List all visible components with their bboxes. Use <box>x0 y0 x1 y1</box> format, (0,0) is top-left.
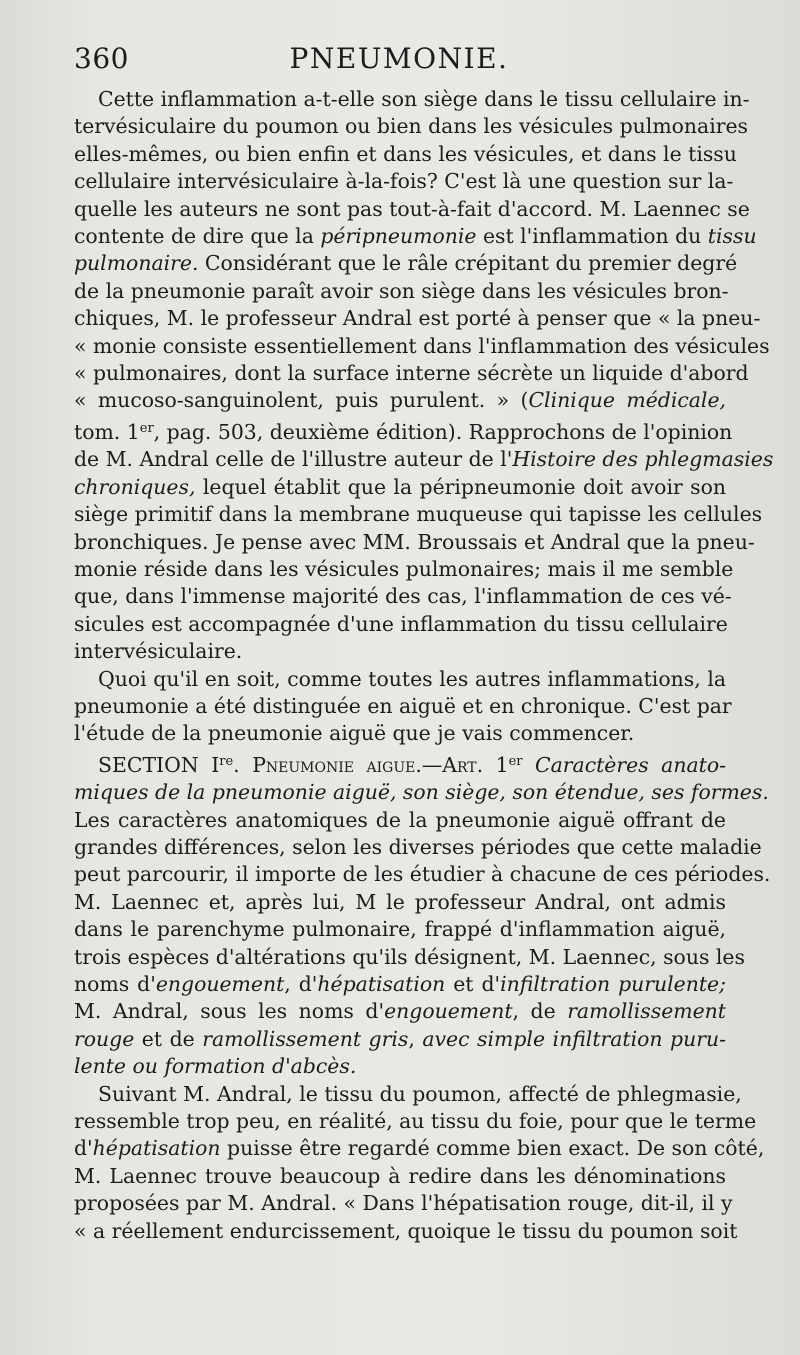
section-heading <box>74 748 726 779</box>
italic-run: hépatisation <box>317 972 446 996</box>
text-line: bronchiques. Je pense avec MM. Broussais et Andral que la pneu- <box>74 529 755 554</box>
text-line <box>74 1026 726 1053</box>
italic-run: Histoire des phlegmasies <box>512 447 774 472</box>
text-line: pneumonie a été distinguée en aiguë et en chronique. C'est par <box>74 693 732 718</box>
text-line: Les caractères anatomiques de la pneumonie aiguë offrant de <box>74 807 726 832</box>
text-line: cellulaire intervésiculaire à-la-fois? C'est là une question sur la- <box>74 169 734 194</box>
text-run: — <box>421 752 443 777</box>
text-run: puisse être regardé comme bien exact. De son côté, <box>220 1136 765 1161</box>
text-line <box>74 387 726 414</box>
italic-run: chroniques, <box>74 474 196 499</box>
running-title: PNEUMONIE. <box>289 42 509 75</box>
text-line: elles-mêmes, ou bien enfin et dans les vésicules, et dans le tissu <box>74 141 737 166</box>
text-line: « pulmonaires, dont la surface interne sécrète un liquide d'abord <box>74 361 749 386</box>
text-line <box>74 474 726 501</box>
italic-run: ramollissement <box>567 999 726 1024</box>
italic-run: pulmonaire. <box>74 251 199 276</box>
italic-run: engouement <box>384 999 513 1024</box>
text-line <box>74 998 726 1025</box>
text-run: d' <box>74 1136 93 1161</box>
text-line: Cette inflammation a-t-elle son siège dans le tissu cellulaire in- <box>98 87 750 111</box>
text-line: peut parcourir, il importe de les étudier à chacune de ces périodes. <box>74 862 771 887</box>
text-line: Quoi qu'il en soit, comme toutes les autres inflammations, la <box>98 666 726 691</box>
text-line <box>74 446 774 473</box>
text-line: miques de la pneumonie aiguë, son siège, son étendue, ses formes. <box>74 780 769 805</box>
text-line: Suivant M. Andral, le tissu du poumon, affecté de phlegmasie, <box>98 1081 742 1106</box>
superscript: er <box>508 753 523 769</box>
body-text <box>74 86 774 1245</box>
page-header <box>74 42 724 82</box>
text-run: . <box>233 752 253 777</box>
text-run: M. Andral, sous les noms d' <box>74 999 385 1024</box>
text-line: de la pneumonie paraît avoir son siège dans les vésicules bron- <box>74 278 729 303</box>
text-line <box>74 250 738 277</box>
text-line: l'étude de la pneumonie aiguë que je vais commencer. <box>74 721 635 746</box>
text-run: , <box>408 1026 423 1051</box>
text-line <box>74 415 733 446</box>
text-run: et d' <box>445 972 501 996</box>
text-run: de M. Andral celle de l'illustre auteur de l' <box>74 447 513 472</box>
superscript: re <box>219 753 234 769</box>
text-line <box>74 223 757 250</box>
italic-run: ramollissement gris <box>202 1026 409 1051</box>
italic-run: hépatisation <box>92 1136 221 1161</box>
italic-run: Caractères anato- <box>535 752 726 777</box>
section-title: Pneumonie aigue. <box>252 752 422 777</box>
text-line: sicules est accompagnée d'une inflammation du tissu cellulaire <box>74 611 728 636</box>
text-line: proposées par M. Andral. « Dans l'hépatisation rouge, dit-il, il y <box>74 1191 733 1216</box>
text-run: 1 <box>483 752 509 777</box>
text-line <box>74 971 726 998</box>
superscript: er <box>139 420 154 436</box>
text-run: Considérant que le râle crépitant du premier degré <box>204 251 738 276</box>
text-line: dans le parenchyme pulmonaire, frappé d'inflammation aiguë, <box>74 917 726 942</box>
text-line: « a réellement endurcissement, quoique le tissu du poumon soit <box>74 1218 738 1243</box>
text-line <box>74 1135 765 1162</box>
text-line: monie réside dans les vésicules pulmonaires; mais il me semble <box>74 556 734 581</box>
text-line: M. Laennec trouve beaucoup à redire dans les dénominations <box>74 1163 726 1188</box>
italic-run: péripneumonie <box>320 224 477 249</box>
text-line: trois espèces d'altérations qu'ils désignent, M. Laennec, sous les <box>74 944 745 969</box>
italic-run: Clinique médicale, <box>528 388 726 413</box>
text-line: lente ou formation d'abcès. <box>74 1054 357 1079</box>
text-line: « monie consiste essentiellement dans l'inflammation des vésicules <box>74 333 770 358</box>
section-label: SECTION I <box>98 752 220 777</box>
text-run <box>523 753 536 777</box>
text-run: tom. 1 <box>74 419 140 444</box>
italic-run: tissu <box>707 224 757 249</box>
text-line: ressemble trop peu, en réalité, au tissu du foie, pour que le terme <box>74 1109 757 1134</box>
text-line: tervésiculaire du poumon ou bien dans les vésicules pulmonaires <box>74 114 749 139</box>
italic-run: avec simple infiltration puru- <box>422 1026 727 1051</box>
text-run: , de <box>512 999 568 1024</box>
text-run: , d' <box>284 972 318 996</box>
text-line: intervésiculaire. <box>74 639 243 664</box>
text-line: que, dans l'immense majorité des cas, l'inflammation de ces vé- <box>74 584 732 609</box>
text-line: M. Laennec et, après lui, M le professeur Andral, ont admis <box>74 889 726 914</box>
text-run: , pag. 503, deuxième édition). Rapprochons de l'opinion <box>153 419 733 444</box>
text-line: siège primitif dans la membrane muqueuse qui tapisse les cellules <box>74 502 763 527</box>
text-line: chiques, M. le professeur Andral est porté à penser que « la pneu- <box>74 306 761 331</box>
italic-run: infiltration purulente; <box>500 972 726 996</box>
text-run: noms d' <box>74 972 156 996</box>
page-number: 360 <box>74 42 129 75</box>
text-run: « mucoso-sanguinolent, puis purulent. » ( <box>74 388 529 413</box>
italic-run: rouge <box>74 1026 135 1051</box>
article-label: Art. <box>442 752 484 777</box>
text-run: lequel établit que la péripneumonie doit avoir son <box>202 474 726 499</box>
text-run: contente de dire que la <box>74 224 314 249</box>
text-run: est l'inflammation du <box>482 224 702 249</box>
text-run: et de <box>134 1026 203 1051</box>
text-line: grandes différences, selon les diverses périodes que cette maladie <box>74 834 762 859</box>
italic-run: engouement <box>155 972 285 996</box>
text-line: quelle les auteurs ne sont pas tout-à-fait d'accord. M. Laennec se <box>74 196 750 221</box>
